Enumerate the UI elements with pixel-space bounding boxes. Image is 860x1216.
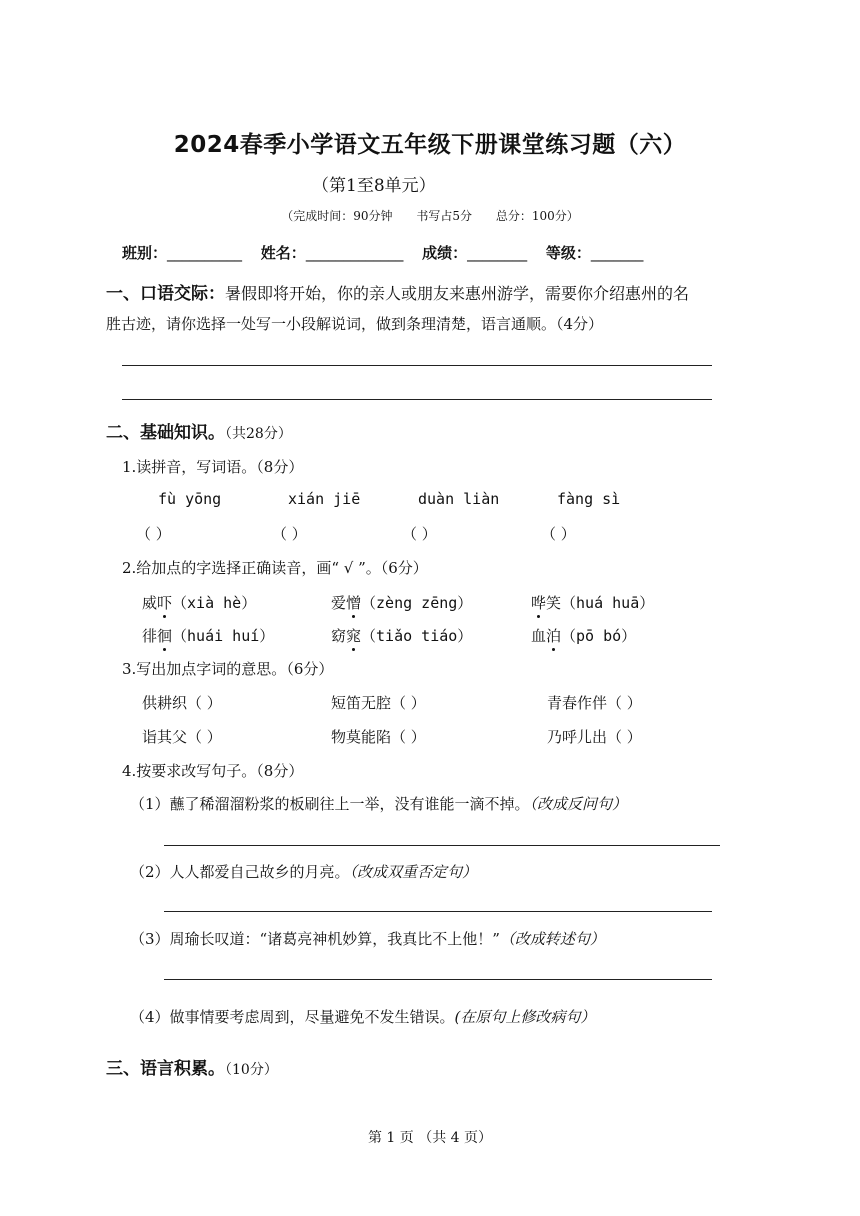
meaning-item[interactable]: 短笛无腔（ ）: [331, 694, 426, 712]
q2-title: 2.给加点的字选择正确读音，画“ √ ”。（6分）: [122, 559, 428, 577]
page-subtitle: （第1至8单元）: [312, 176, 436, 196]
q1-title: 1.读拼音，写词语。（8分）: [122, 458, 304, 476]
page-title: 2024春季小学语文五年级下册课堂练习题（六）: [173, 132, 687, 158]
rewrite-sentence-3: （3）周瑜长叹道：“诸葛亮神机妙算，我真比不上他！”（改成转述句）: [130, 930, 605, 948]
q4-title: 4.按要求改写句子。（8分）: [122, 762, 304, 780]
section2-heading: 二、基础知识。: [106, 423, 225, 443]
meaning-item[interactable]: 诣其父（ ）: [142, 728, 222, 746]
score-field[interactable]: 成绩：________: [422, 244, 528, 262]
class-field[interactable]: 班别：__________: [122, 244, 243, 262]
rewrite-sentence-1: （1）蘸了稀溜溜粉浆的板刷往上一举，没有谁能一滴不掉。（改成反问句）: [130, 795, 628, 813]
q3-title: 3.写出加点字词的意思。（6分）: [122, 660, 334, 678]
answer-paren[interactable]: （ ）: [136, 525, 171, 543]
reading-item[interactable]: 徘徊（huái huí）: [142, 627, 275, 645]
name-field[interactable]: 姓名：_____________: [260, 244, 404, 262]
reading-item[interactable]: 窈窕（tiǎo tiáo）: [331, 627, 473, 645]
section2-heading-row: [106, 418, 292, 443]
meaning-item[interactable]: 青春作伴（ ）: [547, 694, 642, 712]
page-footer: 第 1 页 （共 4 页）: [367, 1130, 493, 1146]
reading-item[interactable]: 哗笑（huá huā）: [531, 594, 655, 612]
answer-paren[interactable]: （ ）: [272, 525, 307, 543]
pinyin-1: fù yōng: [158, 490, 222, 508]
pinyin-2: xián jiē: [288, 490, 361, 508]
section1-text2: 胜古迹，请你选择一处写一小段解说词，做到条理清楚，语言通顺。（4分）: [106, 315, 604, 333]
grade-field[interactable]: 等级：_______: [545, 244, 644, 262]
meaning-item[interactable]: 物莫能陷（ ）: [331, 728, 426, 746]
reading-item[interactable]: 威吓（xià hè）: [142, 594, 257, 612]
meaning-item[interactable]: 供耕织（ ）: [142, 694, 222, 712]
answer-line[interactable]: [164, 979, 712, 980]
meaning-item[interactable]: 乃呼儿出（ ）: [547, 728, 642, 746]
rewrite-sentence-4: （4）做事情要考虑周到，尽量避免不发生错误。(在原句上修改病句）: [130, 1008, 596, 1026]
answer-line[interactable]: [164, 845, 720, 846]
section3-note: （10分）: [225, 1062, 278, 1078]
reading-item[interactable]: 血泊（pō bó）: [531, 627, 637, 645]
section3-heading: 三、语言积累。: [106, 1059, 225, 1079]
section1-text1: 暑假即将开始，你的亲人或朋友来惠州游学，需要你介绍惠州的名: [225, 284, 690, 303]
answer-line[interactable]: [122, 399, 712, 400]
total-info: 总分：100分）: [495, 209, 579, 223]
exam-info: [0, 207, 860, 224]
writing-info: 书写占5分: [416, 209, 472, 223]
time-info: （完成时间：90分钟: [281, 209, 393, 223]
section2-note: （共28分）: [225, 426, 292, 442]
answer-line[interactable]: [164, 911, 712, 912]
pinyin-3: duàn liàn: [418, 490, 500, 508]
rewrite-sentence-2: （2）人人都爱自己故乡的月亮。（改成双重否定句）: [130, 863, 478, 881]
answer-paren[interactable]: （ ）: [402, 525, 437, 543]
section1-heading: 一、口语交际：: [106, 284, 225, 304]
section3-heading-row: [106, 1054, 278, 1079]
section1-line1: [106, 279, 689, 304]
reading-item[interactable]: 爱憎（zèng zēng）: [331, 594, 473, 612]
pinyin-4: fàng sì: [557, 490, 621, 508]
answer-line[interactable]: [122, 365, 712, 366]
student-info-row: [122, 242, 657, 263]
answer-paren[interactable]: （ ）: [541, 525, 576, 543]
